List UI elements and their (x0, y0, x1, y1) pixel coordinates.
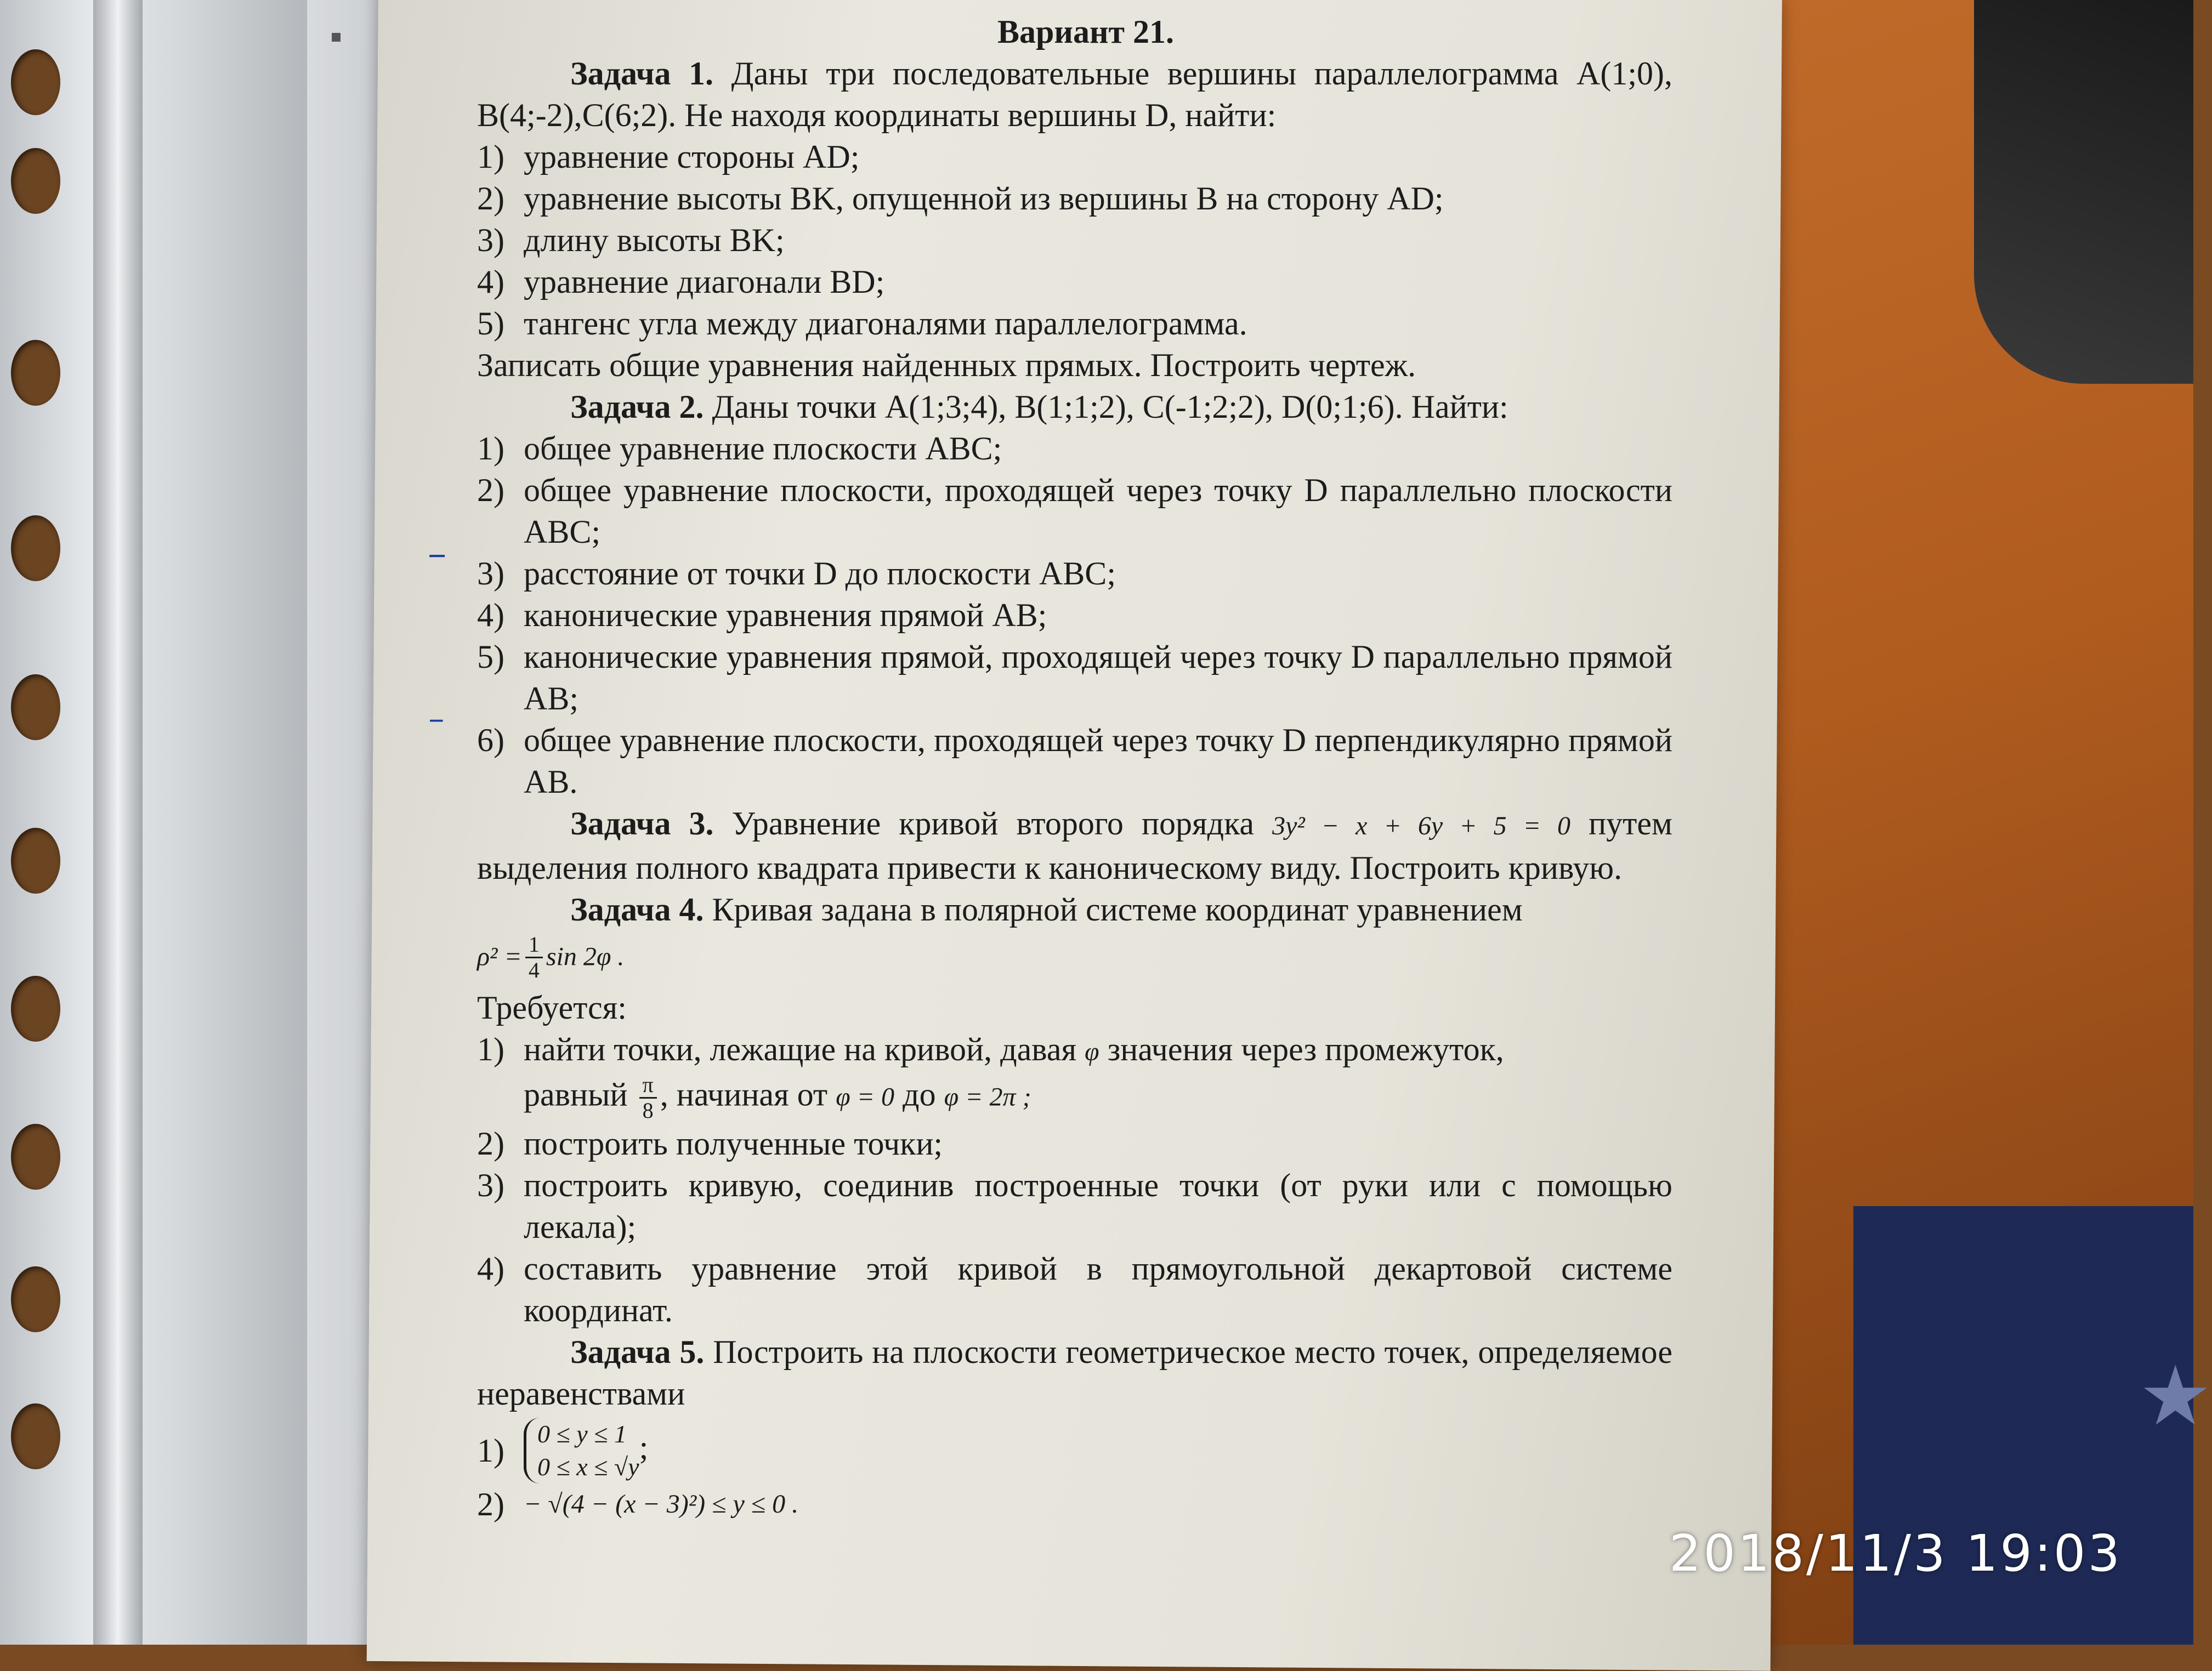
list-item: 3) расстояние от точки D до плоскости ABC; (477, 555, 1116, 592)
list-item: 3) длину высоты BK; (477, 222, 785, 258)
list-item: 1) 0 ≤ y ≤ 1 0 ≤ x ≤ √y ; (477, 1418, 1672, 1484)
dark-object (1974, 0, 2193, 384)
star-icon: ★ (2139, 1351, 2212, 1442)
punch-hole (11, 674, 60, 740)
task-intro: Даны точки A(1;3;4), B(1;1;2), C(-1;2;2), D(0;1;6). Найти: (712, 389, 1508, 425)
list-item: 1) общее уравнение плоскости ABC; (477, 430, 1002, 467)
formula-line (477, 933, 1672, 982)
task-3 (477, 803, 1672, 889)
list-item: 4) уравнение диагонали BD; (477, 264, 885, 300)
punch-hole (11, 828, 60, 894)
punch-hole (11, 515, 60, 581)
sleeve-edge (93, 0, 143, 1645)
formula: sin 2φ . (546, 942, 625, 971)
task-intro: Кривая задана в полярной системе координат уравнением (712, 891, 1523, 928)
list-item: 6) общее уравнение плоскости, проходящей через точку D перпендикулярно прямой AB. (477, 722, 1672, 800)
punch-hole (11, 1124, 60, 1190)
pen-mark: − (428, 538, 447, 574)
pen-mark: ⁻ (428, 708, 445, 744)
punch-hole (11, 49, 60, 115)
punch-hole (11, 148, 60, 214)
list-item: 1) найти точки, лежащие на кривой, давая φ значения через промежуток, равный $\frac{\pi}{8}$ , начиная от φ = 0 до φ = 2π ; (477, 1031, 1504, 1123)
fraction: $\frac{\pi}{8}$ (639, 1073, 657, 1123)
punch-hole (11, 1266, 60, 1332)
list-item: 2) − √(4 − (x − 3)²) ≤ y ≤ 0 . (477, 1486, 799, 1522)
list-item: 5) канонические уравнения прямой, проходящей через точку D параллельно прямой AB; (477, 639, 1672, 717)
task-label: Задача 1. (570, 55, 714, 92)
list-item: 4) канонические уравнения прямой AB; (477, 597, 1047, 633)
list-item: 5) тангенс угла между диагоналями параллелограмма. (477, 305, 1247, 342)
task-text: путем выделения полного квадрата привести к каноническому виду. Построить кривую. (477, 805, 1672, 886)
list-item: 3) построить кривую, соединив построенные точки (от руки или с помощью лекала); (477, 1167, 1672, 1245)
task-outro: Записать общие уравнения найденных прямых. Построить чертеж. (477, 347, 1416, 383)
task-label: Задача 5. (570, 1334, 705, 1370)
list-item: 4) составить уравнение этой кривой в прямоугольной декартовой системе координат. (477, 1251, 1672, 1328)
formula: 3y² − x + 6y + 5 = 0 (1272, 811, 1571, 840)
task-label: Задача 4. (570, 891, 704, 928)
task-intro: Построить на плоскости геометрическое место точек, определяемое неравенствами (477, 1334, 1672, 1412)
list-item: 2) уравнение высоты BK, опущенной из вершины B на сторону AD; (477, 180, 1444, 217)
task-4 (477, 889, 1672, 1331)
task-text: Уравнение кривой второго порядка (731, 805, 1255, 842)
task-1 (477, 53, 1672, 386)
task-5 (477, 1331, 1672, 1525)
requirement-label: Требуется: (477, 990, 627, 1026)
punch-hole (11, 976, 60, 1042)
list-item: 2) построить полученные точки; (477, 1126, 943, 1162)
formula: ρ² = (477, 942, 522, 971)
plastic-sleeve (0, 0, 307, 1645)
punch-hole (11, 340, 60, 406)
paper-speck (332, 33, 341, 42)
fraction: $\frac{1}{4}$ (525, 933, 543, 982)
task-label: Задача 3. (570, 805, 714, 842)
task-intro: Даны три последовательные вершины параллелограмма A(1;0), B(4;-2),C(6;2). Не находя координаты вершины D, найти: (477, 55, 1673, 133)
list-item: 1) уравнение стороны AD; (477, 139, 860, 175)
photo-timestamp: 2018/11/3 19:03 (1669, 1524, 2122, 1583)
list-item: 2) общее уравнение плоскости, проходящей через точку D параллельно плоскости ABC; (477, 472, 1672, 550)
punch-hole (11, 1403, 60, 1469)
inequality-system: 0 ≤ y ≤ 1 0 ≤ x ≤ √y (524, 1418, 639, 1484)
task-label: Задача 2. (570, 389, 704, 425)
page-title: Вариант 21. (997, 14, 1174, 50)
worksheet-text (477, 11, 1672, 1525)
task-2 (477, 386, 1672, 803)
